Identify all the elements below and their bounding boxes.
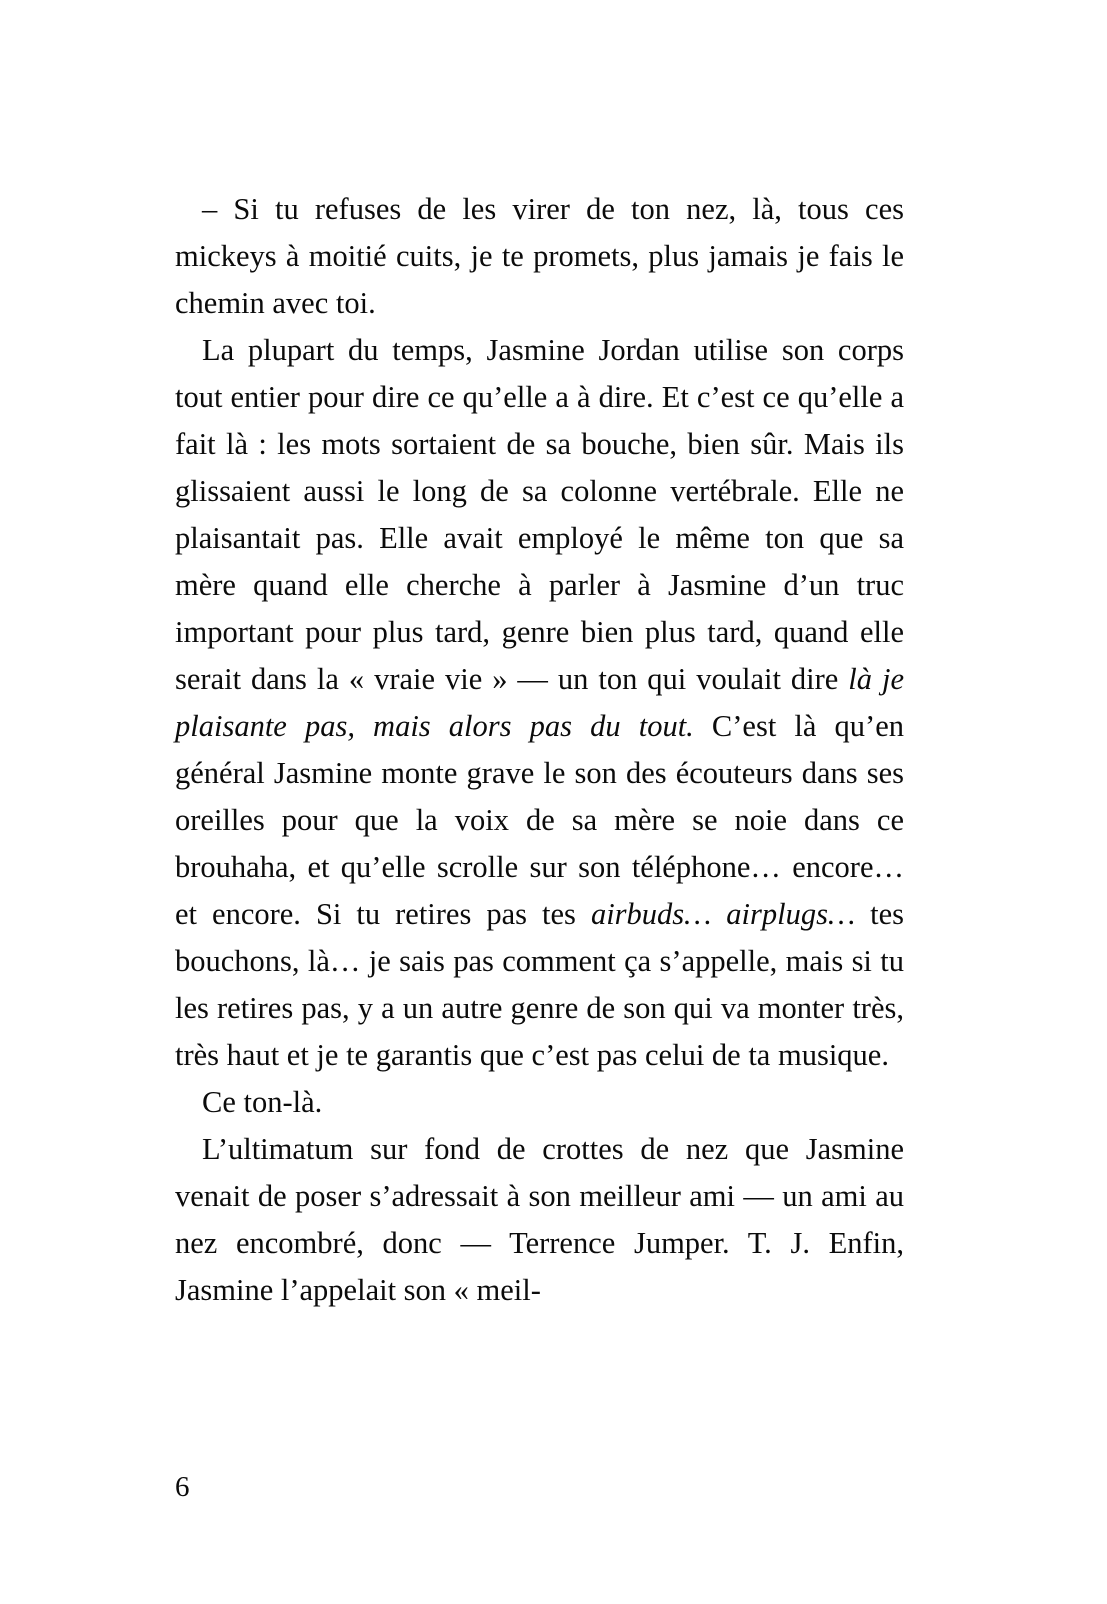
- paragraph-3: [175, 1079, 904, 1126]
- paragraph-2-segment-1: La plupart du temps, Jasmine Jordan utilise son corps tout entier pour dire ce qu’elle a à dire. Et c’est ce qu’elle a fait là : les mots sortaient de sa bouche, bien sûr. Mais ils glissaient aussi le long de sa colonne vertébrale. Elle ne plaisantait pas. Elle avait employé le même ton que sa mère quand elle cherche à parler à Jasmine d’un truc important pour plus tard, genre bien plus tard, quand elle serait dans la « vraie vie » — un ton qui voulait dire: [175, 333, 904, 696]
- paragraph-1-text: – Si tu refuses de les virer de ton nez, là, tous ces mickeys à moitié cuits, je te promets, plus jamais je fais le chemin avec toi.: [175, 192, 904, 320]
- paragraph-2-segment-2: C’est là qu’en général Jasmine monte grave le son des écouteurs dans ses oreilles pour que la voix de sa mère se noie dans ce brouhaha, et qu’elle scrolle sur son téléphone… encore… et encore. Si tu retires pas tes: [175, 709, 904, 931]
- paragraph-2-italic-1: là je plaisante pas, mais alors pas du tout.: [175, 662, 904, 743]
- page-number: 6: [175, 1471, 190, 1503]
- paragraph-2-italic-2: airbuds… airplugs…: [590, 897, 856, 931]
- paragraph-2: [175, 327, 904, 1079]
- paragraph-2-segment-3: tes bouchons, là… je sais pas comment ça s’appelle, mais si tu les retires pas, y a un autre genre de son qui va monter très, très haut et je te garantis que c’est pas celui de ta musique.: [175, 897, 904, 1072]
- paragraph-4-text: L’ultimatum sur fond de crottes de nez que Jasmine venait de poser s’adressait à son meilleur ami — un ami au nez encombré, donc — Terrence Jumper. T. J. Enfin, Jasmine l’appelait son « meil-: [175, 1132, 904, 1307]
- paragraph-4: [175, 1126, 904, 1314]
- paragraph-1: [175, 186, 904, 327]
- paragraph-3-text: Ce ton-là.: [202, 1085, 323, 1119]
- page-text-block: [175, 186, 904, 1314]
